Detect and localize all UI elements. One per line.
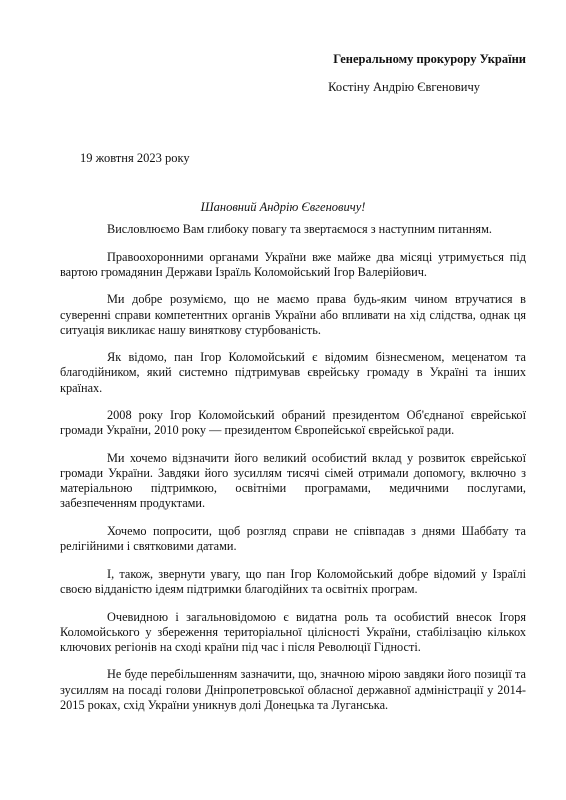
addressee-name: Костіну Андрію Євгеновичу [328, 80, 480, 94]
paragraph: І, також, звернути увагу, що пан Ігор Коломойський добре відомий у Ізраїлі своєю відданістю ідеям підтримки благодійних та освітніх програм. [60, 566, 526, 596]
letter-date: 19 жовтня 2023 року [80, 151, 190, 165]
salutation: Шановний Андрію Євгеновичу! [200, 200, 366, 214]
letter-body [60, 222, 526, 725]
paragraph: Висловлюємо Вам глибоку повагу та звертаємося з наступним питанням. [107, 222, 492, 236]
paragraph: Правоохоронними органами України вже майже два місяці утримується під вартою громадянин Держави Ізраїль Коломойський Ігор Валерійович. [60, 249, 526, 279]
paragraph: Ми добре розуміємо, що не маємо права будь-яким чином втручатися в суверенні справи компетентних органів України або впливати на хід слідства, однак ця ситуація викликає нашу виняткову стурбованість. [60, 292, 526, 337]
addressee-title: Генеральному прокурору України [333, 52, 526, 66]
paragraph: Очевидною і загальновідомою є видатна роль та особистий внесок Ігоря Коломойського у збереження територіальної цілісності України, стабілізацію кількох ключових регіонів на сході країни під час і після Революції Гідності. [60, 609, 526, 654]
paragraph: 2008 року Ігор Коломойський обраний президентом Об'єднаної єврейської громади України, 2010 року — президентом Європейської єврейської ради. [60, 408, 526, 438]
paragraph: Хочемо попросити, щоб розгляд справи не співпадав з днями Шаббату та релігійними і святковими датами. [60, 523, 526, 554]
paragraph: Не буде перебільшенням зазначити, що, значною мірою завдяки його позиції та зусиллям на посаді голови Дніпропетровської обласної державної адміністрації у 2014-2015 роках, схід України уникнув долі Донецька та Луганська. [60, 667, 526, 712]
paragraph: Ми хочемо відзначити його великий особистий вклад у розвиток єврейської громади України. Завдяки його зусиллям тисячі сімей отримали допомогу, включно з матеріальною підтримкою, освітніми програмами, медичними послугами, забезпеченням продуктами. [60, 451, 526, 511]
paragraph: Як відомо, пан Ігор Коломойський є відомим бізнесменом, меценатом та благодійником, який системно підтримував єврейську громаду в Україні та інших країнах. [60, 350, 526, 395]
